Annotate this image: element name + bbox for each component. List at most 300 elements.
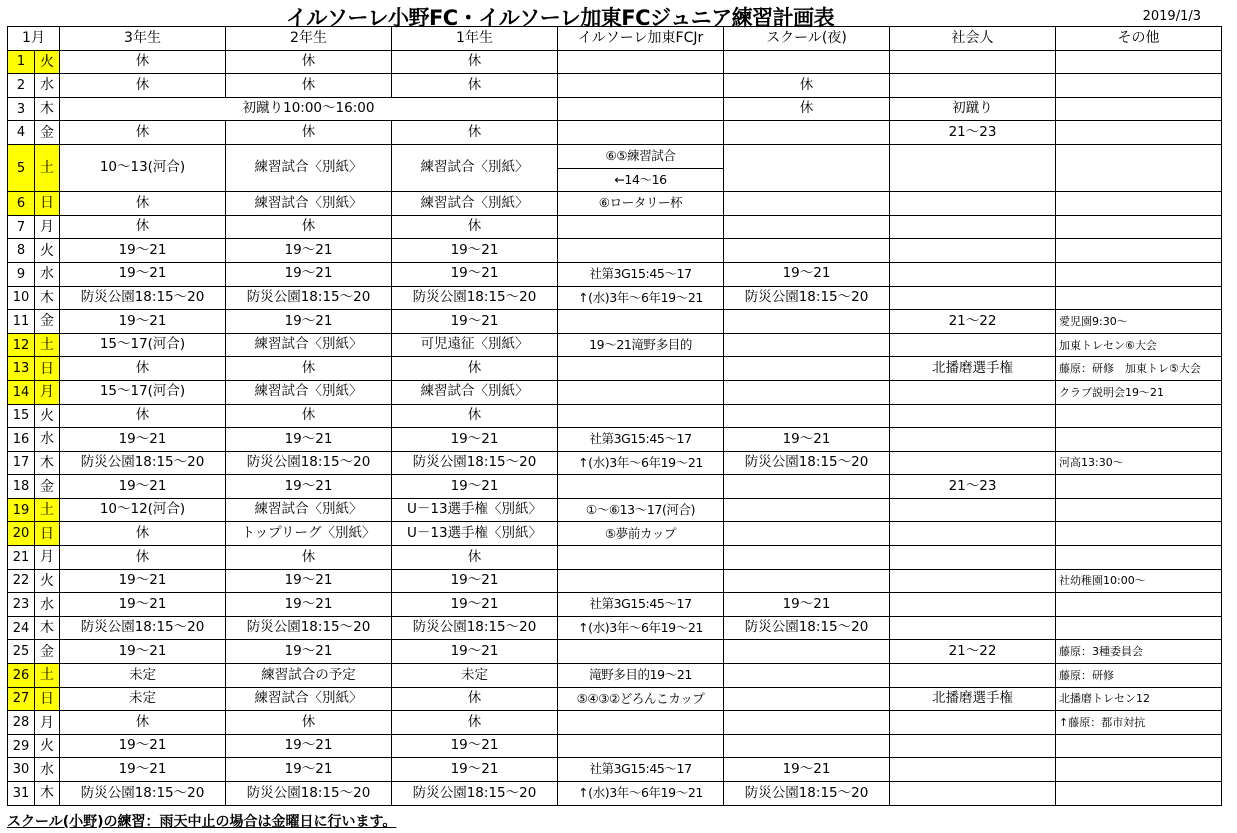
kato-fc-jr-cell xyxy=(558,215,724,239)
grade3-cell: 休 xyxy=(60,357,226,381)
grade2-cell: 19～21 xyxy=(226,475,392,499)
table-row xyxy=(8,239,1222,263)
grade1-cell: 19～21 xyxy=(392,262,558,286)
kato-fc-jr-cell: ↑(水)3年～6年19～21 xyxy=(558,451,724,475)
other-cell xyxy=(1056,144,1222,191)
adults-cell xyxy=(890,734,1056,758)
table-row xyxy=(8,262,1222,286)
grade2-cell: 練習試合〈別紙〉 xyxy=(226,333,392,357)
grade2-cell: 休 xyxy=(226,121,392,145)
grade3-cell: 19～21 xyxy=(60,734,226,758)
school-night-cell xyxy=(724,380,890,404)
table-row xyxy=(8,546,1222,570)
table-row xyxy=(8,451,1222,475)
grade1-cell: 休 xyxy=(392,50,558,74)
day-of-week: 水 xyxy=(35,593,60,617)
adults-cell xyxy=(890,498,1056,522)
other-cell xyxy=(1056,758,1222,782)
day-of-week: 月 xyxy=(35,215,60,239)
table-row xyxy=(8,593,1222,617)
grade2-cell: 19～21 xyxy=(226,758,392,782)
grade3-cell: 防災公園18:15～20 xyxy=(60,286,226,310)
table-row xyxy=(8,498,1222,522)
grade1-cell: 19～21 xyxy=(392,310,558,334)
school-night-cell xyxy=(724,192,890,216)
other-cell xyxy=(1056,215,1222,239)
other-cell: 北播磨トレセン12 xyxy=(1056,687,1222,711)
day-of-week: 日 xyxy=(35,522,60,546)
grade2-cell: 19～21 xyxy=(226,569,392,593)
kato-fc-jr-cell xyxy=(558,734,724,758)
kato-fc-jr-cell xyxy=(558,640,724,664)
adults-cell xyxy=(890,192,1056,216)
kato-fc-jr-cell: ⑥⑤練習試合 xyxy=(558,144,724,168)
kato-fc-jr-cell: ⑤夢前カップ xyxy=(558,522,724,546)
table-row xyxy=(8,711,1222,735)
grade2-cell: 19～21 xyxy=(226,262,392,286)
table-row xyxy=(8,782,1222,806)
kato-fc-jr-cell xyxy=(558,711,724,735)
kato-fc-jr-cell xyxy=(558,121,724,145)
school-night-cell xyxy=(724,50,890,74)
col-header-3rd-grade: 3年生 xyxy=(60,27,226,51)
other-cell: 藤原：研修 加東トレ⑤大会 xyxy=(1056,357,1222,381)
day-number: 28 xyxy=(8,711,35,735)
table-row xyxy=(8,569,1222,593)
kato-fc-jr-cell xyxy=(558,404,724,428)
grade3-cell: 休 xyxy=(60,546,226,570)
day-of-week: 木 xyxy=(35,286,60,310)
other-cell xyxy=(1056,74,1222,98)
grade1-cell: 19～21 xyxy=(392,475,558,499)
table-row xyxy=(8,475,1222,499)
table-row xyxy=(8,734,1222,758)
grade2-cell: 休 xyxy=(226,546,392,570)
table-row xyxy=(8,404,1222,428)
grade1-cell: 19～21 xyxy=(392,239,558,263)
school-night-cell xyxy=(724,522,890,546)
day-number: 1 xyxy=(8,50,35,74)
other-cell xyxy=(1056,475,1222,499)
adults-cell xyxy=(890,782,1056,806)
kato-fc-jr-cell xyxy=(558,310,724,334)
other-cell xyxy=(1056,522,1222,546)
day-number: 7 xyxy=(8,215,35,239)
school-night-cell xyxy=(724,640,890,664)
other-cell xyxy=(1056,286,1222,310)
grade2-cell: 19～21 xyxy=(226,734,392,758)
grade3-cell: 19～21 xyxy=(60,640,226,664)
day-number: 18 xyxy=(8,475,35,499)
kato-fc-jr-cell xyxy=(558,380,724,404)
day-of-week: 日 xyxy=(35,357,60,381)
table-row xyxy=(8,192,1222,216)
table-row xyxy=(8,758,1222,782)
school-night-cell xyxy=(724,215,890,239)
grade2-cell: 19～21 xyxy=(226,640,392,664)
other-cell: 愛児園9:30～ xyxy=(1056,310,1222,334)
grade1-cell: 19～21 xyxy=(392,593,558,617)
other-cell xyxy=(1056,97,1222,121)
grade3-cell: 未定 xyxy=(60,664,226,688)
grade1-cell: U－13選手権〈別紙〉 xyxy=(392,498,558,522)
day-number: 10 xyxy=(8,286,35,310)
school-night-cell xyxy=(724,569,890,593)
day-number: 4 xyxy=(8,121,35,145)
day-number: 13 xyxy=(8,357,35,381)
adults-cell xyxy=(890,333,1056,357)
adults-cell xyxy=(890,286,1056,310)
day-number: 6 xyxy=(8,192,35,216)
grade1-cell: 休 xyxy=(392,357,558,381)
adults-cell xyxy=(890,616,1056,640)
day-number: 25 xyxy=(8,640,35,664)
day-number: 2 xyxy=(8,74,35,98)
school-night-cell: 防災公園18:15～20 xyxy=(724,782,890,806)
kato-fc-jr-cell xyxy=(558,74,724,98)
day-number: 26 xyxy=(8,664,35,688)
grade1-cell: 休 xyxy=(392,121,558,145)
day-of-week: 水 xyxy=(35,74,60,98)
grade3-cell: 休 xyxy=(60,121,226,145)
day-of-week: 木 xyxy=(35,451,60,475)
grade3-cell: 休 xyxy=(60,215,226,239)
day-of-week: 火 xyxy=(35,50,60,74)
day-number: 11 xyxy=(8,310,35,334)
other-cell xyxy=(1056,262,1222,286)
grade3-cell: 防災公園18:15～20 xyxy=(60,616,226,640)
grade3-cell: 未定 xyxy=(60,687,226,711)
grade2-cell: 休 xyxy=(226,404,392,428)
grade2-cell: 19～21 xyxy=(226,239,392,263)
grade1-cell: 休 xyxy=(392,546,558,570)
grade3-cell: 10～12(河合) xyxy=(60,498,226,522)
day-of-week: 水 xyxy=(35,758,60,782)
school-night-cell: 防災公園18:15～20 xyxy=(724,451,890,475)
grade2-cell: 練習試合〈別紙〉 xyxy=(226,192,392,216)
grade3-cell: 19～21 xyxy=(60,262,226,286)
adults-cell xyxy=(890,593,1056,617)
school-night-cell xyxy=(724,239,890,263)
table-row xyxy=(8,215,1222,239)
page-title: イルソーレ小野FC・イルソーレ加東FCジュニア練習計画表 xyxy=(285,6,835,30)
school-night-cell xyxy=(724,310,890,334)
grade2-cell: 休 xyxy=(226,711,392,735)
grade3-cell: 休 xyxy=(60,711,226,735)
grade2-cell: トップリーグ〈別紙〉 xyxy=(226,522,392,546)
day-of-week: 日 xyxy=(35,687,60,711)
day-number: 3 xyxy=(8,97,35,121)
adults-cell xyxy=(890,380,1056,404)
table-row xyxy=(8,357,1222,381)
day-of-week: 土 xyxy=(35,498,60,522)
day-number: 19 xyxy=(8,498,35,522)
footer-note: スクール(小野)の練習：雨天中止の場合は金曜日に行います。 xyxy=(7,814,397,830)
table-row xyxy=(8,50,1222,74)
kato-fc-jr-cell: ↑(水)3年～6年19～21 xyxy=(558,286,724,310)
grade3-cell: 19～21 xyxy=(60,428,226,452)
grade1-cell: 休 xyxy=(392,74,558,98)
day-of-week: 水 xyxy=(35,262,60,286)
school-night-cell xyxy=(724,404,890,428)
grade1-cell: 19～21 xyxy=(392,734,558,758)
school-night-cell xyxy=(724,664,890,688)
day-of-week: 木 xyxy=(35,782,60,806)
grade1-cell: U－13選手権〈別紙〉 xyxy=(392,522,558,546)
grade2-cell: 防災公園18:15～20 xyxy=(226,451,392,475)
adults-cell xyxy=(890,546,1056,570)
table-row xyxy=(8,664,1222,688)
day-of-week: 月 xyxy=(35,546,60,570)
col-header-kato-fc-jr: イルソーレ加東FCJr xyxy=(558,27,724,51)
kato-fc-jr-cell xyxy=(558,50,724,74)
adults-cell: 21～23 xyxy=(890,475,1056,499)
day-of-week: 火 xyxy=(35,734,60,758)
kato-fc-jr-cell: 社第3G15:45～17 xyxy=(558,593,724,617)
kato-fc-jr-cell xyxy=(558,97,724,121)
adults-cell: 21～22 xyxy=(890,310,1056,334)
adults-cell: 21～23 xyxy=(890,121,1056,145)
day-of-week: 月 xyxy=(35,711,60,735)
school-night-cell: 19～21 xyxy=(724,262,890,286)
kato-fc-jr-cell: 滝野多目的19～21 xyxy=(558,664,724,688)
day-number: 8 xyxy=(8,239,35,263)
grade3-cell: 休 xyxy=(60,522,226,546)
school-night-cell: 休 xyxy=(724,74,890,98)
kato-fc-jr-cell: 19～21滝野多目的 xyxy=(558,333,724,357)
kato-fc-jr-cell: ⑤④③②どろんこカップ xyxy=(558,687,724,711)
school-night-cell xyxy=(724,475,890,499)
adults-cell xyxy=(890,758,1056,782)
adults-cell xyxy=(890,711,1056,735)
other-cell xyxy=(1056,121,1222,145)
kato-fc-jr-cell xyxy=(558,569,724,593)
grade3-cell: 休 xyxy=(60,50,226,74)
school-night-cell: 休 xyxy=(724,97,890,121)
kato-fc-jr-cell: 社第3G15:45～17 xyxy=(558,262,724,286)
table-row xyxy=(8,286,1222,310)
month-header: 1月 xyxy=(8,27,60,51)
grade3-cell: 休 xyxy=(60,404,226,428)
day-number: 22 xyxy=(8,569,35,593)
adults-cell xyxy=(890,74,1056,98)
grade2-cell: 休 xyxy=(226,357,392,381)
day-of-week: 金 xyxy=(35,310,60,334)
grade1-cell: 防災公園18:15～20 xyxy=(392,286,558,310)
other-cell xyxy=(1056,239,1222,263)
schedule-body xyxy=(8,50,1222,805)
grade1-cell: 練習試合〈別紙〉 xyxy=(392,144,558,191)
day-number: 23 xyxy=(8,593,35,617)
grade1-cell: 防災公園18:15～20 xyxy=(392,782,558,806)
other-cell: 藤原：3種委員会 xyxy=(1056,640,1222,664)
grade2-cell: 防災公園18:15～20 xyxy=(226,782,392,806)
col-header-2nd-grade: 2年生 xyxy=(226,27,392,51)
grade2-cell: 練習試合〈別紙〉 xyxy=(226,144,392,191)
table-row xyxy=(8,74,1222,98)
col-header-1st-grade: 1年生 xyxy=(392,27,558,51)
kato-fc-jr-cell: 社第3G15:45～17 xyxy=(558,428,724,452)
grade3-cell: 防災公園18:15～20 xyxy=(60,451,226,475)
grade2-cell: 19～21 xyxy=(226,310,392,334)
kato-fc-jr-cell: ←14～16 xyxy=(558,168,724,192)
day-number: 31 xyxy=(8,782,35,806)
grade2-cell: 練習試合〈別紙〉 xyxy=(226,380,392,404)
adults-cell xyxy=(890,664,1056,688)
grade2-cell: 休 xyxy=(226,215,392,239)
table-row xyxy=(8,121,1222,145)
grade1-cell: 防災公園18:15～20 xyxy=(392,451,558,475)
adults-cell xyxy=(890,262,1056,286)
day-number: 14 xyxy=(8,380,35,404)
school-night-cell xyxy=(724,333,890,357)
grade1-cell: 19～21 xyxy=(392,640,558,664)
adults-cell xyxy=(890,522,1056,546)
grade1-cell: 休 xyxy=(392,687,558,711)
kato-fc-jr-cell: ①～⑥13～17(河合) xyxy=(558,498,724,522)
day-of-week: 金 xyxy=(35,640,60,664)
grade3-cell: 19～21 xyxy=(60,593,226,617)
school-night-cell xyxy=(724,711,890,735)
other-cell xyxy=(1056,593,1222,617)
kato-fc-jr-cell: ↑(水)3年～6年19～21 xyxy=(558,782,724,806)
grade2-cell: 休 xyxy=(226,74,392,98)
other-cell xyxy=(1056,50,1222,74)
grade3-cell: 19～21 xyxy=(60,758,226,782)
other-cell: クラブ説明会19～21 xyxy=(1056,380,1222,404)
school-night-cell xyxy=(724,121,890,145)
adults-cell xyxy=(890,404,1056,428)
day-number: 15 xyxy=(8,404,35,428)
grade2-cell: 練習試合〈別紙〉 xyxy=(226,498,392,522)
grade3-cell: 19～21 xyxy=(60,310,226,334)
adults-cell: 北播磨選手権 xyxy=(890,357,1056,381)
adults-cell: 初蹴り xyxy=(890,97,1056,121)
school-night-cell xyxy=(724,357,890,381)
kato-fc-jr-cell xyxy=(558,239,724,263)
grade2-cell: 防災公園18:15～20 xyxy=(226,286,392,310)
grade2-cell: 19～21 xyxy=(226,428,392,452)
other-cell: 加東トレセン⑥大会 xyxy=(1056,333,1222,357)
other-cell xyxy=(1056,428,1222,452)
school-night-cell xyxy=(724,734,890,758)
merged-grades-cell: 初蹴り10:00～16:00 xyxy=(60,97,558,121)
col-header-adults: 社会人 xyxy=(890,27,1056,51)
grade1-cell: 休 xyxy=(392,711,558,735)
grade1-cell: 可児遠征〈別紙〉 xyxy=(392,333,558,357)
grade3-cell: 19～21 xyxy=(60,569,226,593)
school-night-cell xyxy=(724,687,890,711)
school-night-cell: 19～21 xyxy=(724,593,890,617)
day-of-week: 金 xyxy=(35,475,60,499)
grade1-cell: 練習試合〈別紙〉 xyxy=(392,192,558,216)
kato-fc-jr-cell xyxy=(558,475,724,499)
day-of-week: 金 xyxy=(35,121,60,145)
grade1-cell: 19～21 xyxy=(392,758,558,782)
schedule-table xyxy=(7,26,1222,806)
table-row xyxy=(8,97,1222,121)
table-row xyxy=(8,640,1222,664)
adults-cell xyxy=(890,239,1056,263)
adults-cell xyxy=(890,50,1056,74)
day-number: 12 xyxy=(8,333,35,357)
day-of-week: 土 xyxy=(35,144,60,191)
grade3-cell: 15～17(河合) xyxy=(60,333,226,357)
adults-cell xyxy=(890,451,1056,475)
adults-cell xyxy=(890,569,1056,593)
document-date: 2019/1/3 xyxy=(1142,9,1201,24)
grade3-cell: 19～21 xyxy=(60,239,226,263)
table-row xyxy=(8,616,1222,640)
grade1-cell: 19～21 xyxy=(392,428,558,452)
grade1-cell: 休 xyxy=(392,215,558,239)
day-number: 24 xyxy=(8,616,35,640)
other-cell xyxy=(1056,782,1222,806)
school-night-cell xyxy=(724,546,890,570)
day-number: 20 xyxy=(8,522,35,546)
day-number: 21 xyxy=(8,546,35,570)
grade3-cell: 19～21 xyxy=(60,475,226,499)
day-of-week: 火 xyxy=(35,404,60,428)
other-cell xyxy=(1056,404,1222,428)
day-number: 9 xyxy=(8,262,35,286)
school-night-cell xyxy=(724,498,890,522)
grade2-cell: 休 xyxy=(226,50,392,74)
table-row xyxy=(8,310,1222,334)
grade2-cell: 防災公園18:15～20 xyxy=(226,616,392,640)
table-row xyxy=(8,687,1222,711)
adults-cell: 北播磨選手権 xyxy=(890,687,1056,711)
grade3-cell: 15～17(河合) xyxy=(60,380,226,404)
day-of-week: 月 xyxy=(35,380,60,404)
kato-fc-jr-cell: ↑(水)3年～6年19～21 xyxy=(558,616,724,640)
adults-cell: 21～22 xyxy=(890,640,1056,664)
other-cell: ↑藤原：都市対抗 xyxy=(1056,711,1222,735)
adults-cell xyxy=(890,144,1056,191)
school-night-cell: 19～21 xyxy=(724,428,890,452)
school-night-cell xyxy=(724,144,890,191)
other-cell xyxy=(1056,734,1222,758)
grade1-cell: 練習試合〈別紙〉 xyxy=(392,380,558,404)
grade3-cell: 10～13(河合) xyxy=(60,144,226,191)
grade1-cell: 未定 xyxy=(392,664,558,688)
day-number: 16 xyxy=(8,428,35,452)
grade1-cell: 休 xyxy=(392,404,558,428)
grade3-cell: 休 xyxy=(60,192,226,216)
kato-fc-jr-cell xyxy=(558,546,724,570)
table-row xyxy=(8,428,1222,452)
day-of-week: 日 xyxy=(35,192,60,216)
grade3-cell: 休 xyxy=(60,74,226,98)
school-night-cell: 19～21 xyxy=(724,758,890,782)
day-number: 30 xyxy=(8,758,35,782)
grade2-cell: 練習試合の予定 xyxy=(226,664,392,688)
other-cell xyxy=(1056,192,1222,216)
day-number: 5 xyxy=(8,144,35,191)
table-row xyxy=(8,380,1222,404)
day-of-week: 火 xyxy=(35,239,60,263)
table-row xyxy=(8,333,1222,357)
day-of-week: 水 xyxy=(35,428,60,452)
grade2-cell: 練習試合〈別紙〉 xyxy=(226,687,392,711)
col-header-other: その他 xyxy=(1056,27,1222,51)
adults-cell xyxy=(890,215,1056,239)
other-cell xyxy=(1056,616,1222,640)
grade1-cell: 防災公園18:15～20 xyxy=(392,616,558,640)
kato-fc-jr-cell: ⑥ロータリー杯 xyxy=(558,192,724,216)
kato-fc-jr-cell xyxy=(558,357,724,381)
header-row xyxy=(8,27,1222,51)
